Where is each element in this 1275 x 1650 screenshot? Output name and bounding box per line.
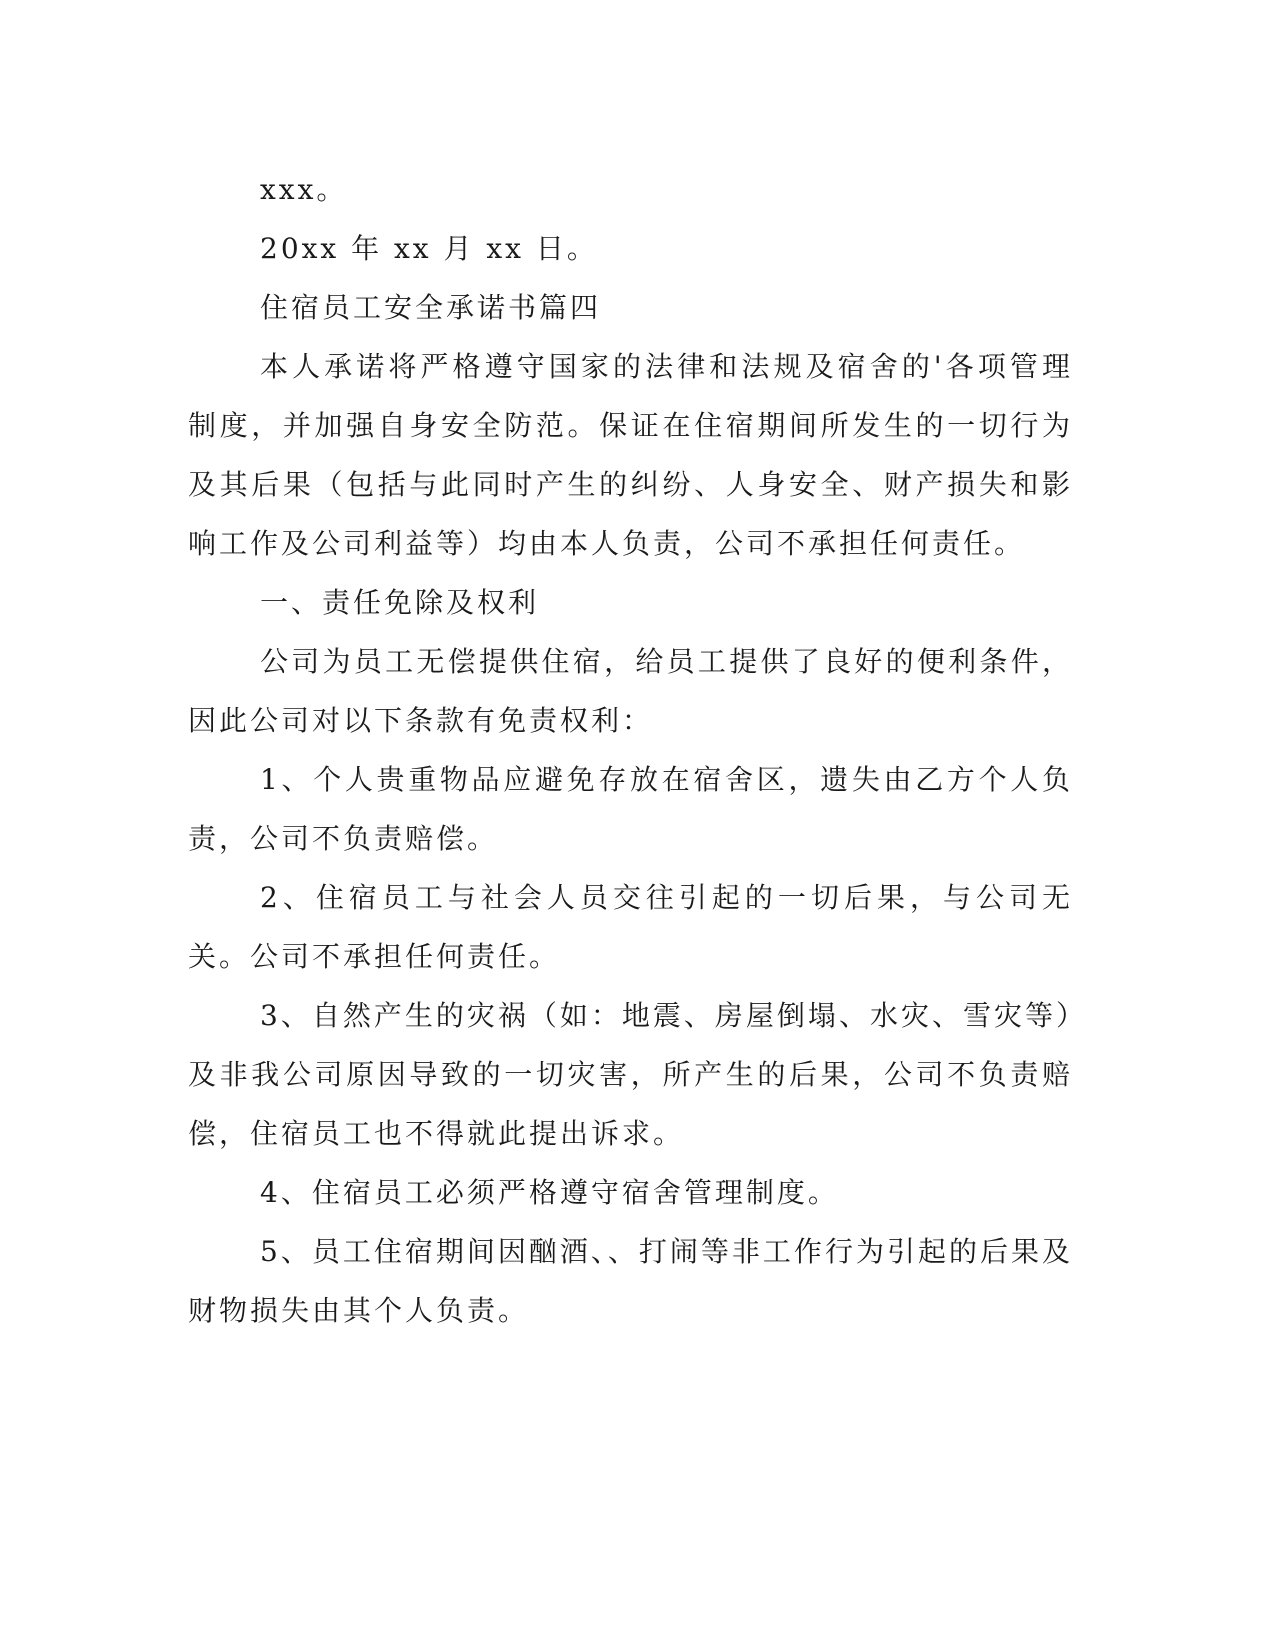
- section-title: 住宿员工安全承诺书篇四: [260, 291, 602, 324]
- clause-5: 5、员工住宿期间因酗酒、、打闹等非工作行为引起的后果及财物损失由其个人负责。: [188, 1235, 1073, 1327]
- commitment-paragraph: 本人承诺将严格遵守国家的法律和法规及宿舍的'各项管理制度，并加强自身安全防范。保证在住宿期间所发生的一切行为及其后果（包括与此同时产生的纠纷、人身安全、财产损失和影响工作及公司利益等）均由本人负责，公司不承担任何责任。: [188, 350, 1073, 560]
- clause-4: 4、住宿员工必须严格遵守宿舍管理制度。: [260, 1176, 839, 1209]
- document-body: [188, 160, 1073, 1340]
- signature-date: 20xx 年 xx 月 xx 日。: [260, 232, 598, 265]
- signature-name: xxx。: [260, 173, 348, 206]
- intro-paragraph: 公司为员工无偿提供住宿，给员工提供了良好的便利条件，因此公司对以下条款有免责权利：: [188, 645, 1073, 737]
- clause-3: 3、自然产生的灾祸（如：地震、房屋倒塌、水灾、雪灾等）及非我公司原因导致的一切灾害，所产生的后果，公司不负责赔偿，住宿员工也不得就此提出诉求。: [188, 999, 1073, 1150]
- subsection-heading: 一、责任免除及权利: [260, 586, 540, 619]
- clause-1: 1、个人贵重物品应避免存放在宿舍区，遗失由乙方个人负责，公司不负责赔偿。: [188, 763, 1073, 855]
- clause-2: 2、住宿员工与社会人员交往引起的一切后果，与公司无关。公司不承担任何责任。: [188, 881, 1073, 973]
